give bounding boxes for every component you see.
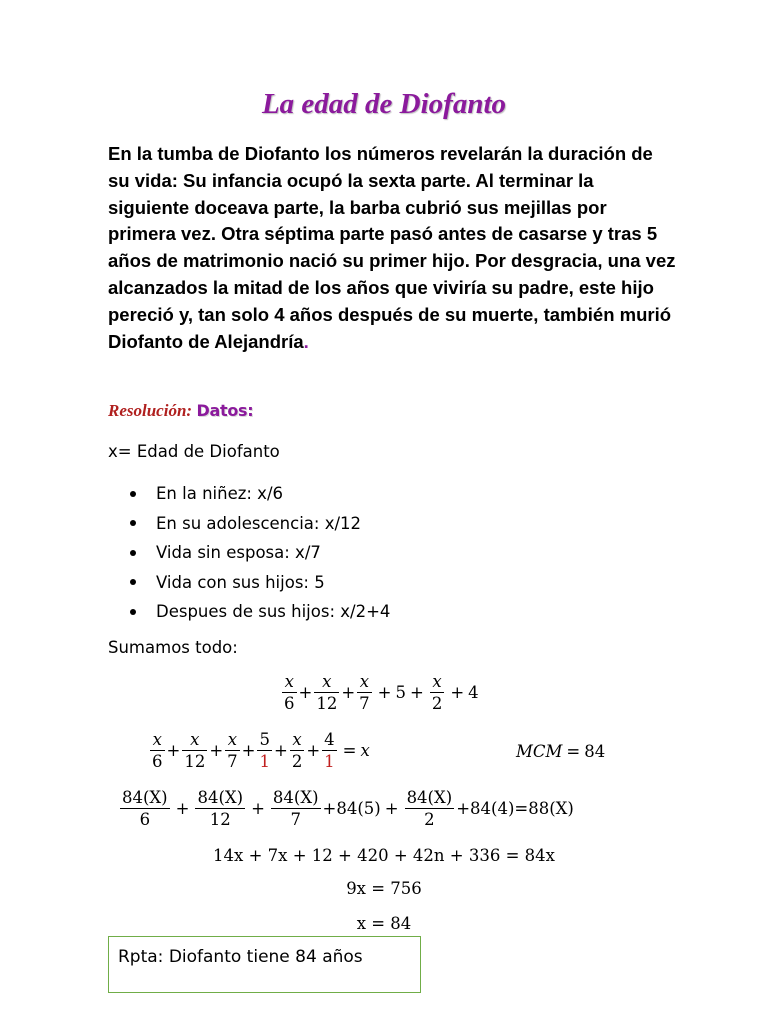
page-title: La edad de Diofanto [261, 88, 507, 120]
list-item: En su adolescencia: x/12 [130, 509, 390, 539]
answer-text: Rpta: Diofanto tiene 84 años [118, 947, 363, 967]
mcm-value: MCM = 84 [516, 742, 606, 761]
problem-end-period: . [303, 330, 309, 352]
bullet-icon [130, 491, 136, 497]
answer-box [108, 936, 421, 993]
resolution-heading [108, 401, 253, 421]
bullet-icon [130, 550, 136, 556]
list-item: En la niñez: x/6 [130, 479, 390, 509]
bullet-icon [130, 609, 136, 615]
equation-4: 14x + 7x + 12 + 420 + 42n + 336 = 84x [213, 846, 555, 865]
problem-statement [108, 141, 678, 355]
bullet-icon [130, 579, 136, 585]
sum-heading: Sumamos todo: [108, 638, 238, 657]
list-item: Vida sin esposa: x/7 [130, 538, 390, 568]
equation-5: 9x = 756 [346, 879, 422, 898]
bullet-icon [130, 520, 136, 526]
problem-text: En la tumba de Diofanto los números revelarán la duración de su vida: Su infancia ocupó la sexta parte. Al terminar la siguiente doceava parte, la barba cubrió sus mejillas por primera vez. Otra séptima parte pasó antes de casarse y tras 5 años de matrimonio nació su primer hijo. Por desgracia, una vez alcanzados la mitad de los años que viviría su padre, este hijo pereció y, tan solo 4 años después de su muerte, también murió Diofanto de Alejandría [108, 143, 676, 352]
resolucion-label: Resolución: [108, 401, 193, 420]
variable-definition: x= Edad de Diofanto [108, 442, 280, 461]
list-item: Vida con sus hijos: 5 [130, 568, 390, 598]
equation-6: x = 84 [356, 914, 412, 933]
data-list [130, 479, 390, 627]
equation-3: $\frac{84(X)}{6}$ + $\frac{84(X)}{12}$ + $\frac{84(X)}{7}$ + 84(5) + $\frac{84(X)}{2}$ + 84(4) = 88(X) [122, 788, 574, 829]
equation-1: $\frac{x}{6}$ + $\frac{x}{12}$ + $\frac{x}{7}$ + 5 + $\frac{x}{2}$ + 4 [284, 672, 479, 713]
datos-label: Datos: [196, 401, 254, 420]
equation-2: $\frac{x}{6}$ + $\frac{x}{12}$ + $\frac{x}{7}$ + $\frac{5}{1}$ + $\frac{x}{2}$ + $\frac{4}{1}$ = x [152, 730, 370, 771]
list-item: Despues de sus hijos: x/2+4 [130, 597, 390, 627]
